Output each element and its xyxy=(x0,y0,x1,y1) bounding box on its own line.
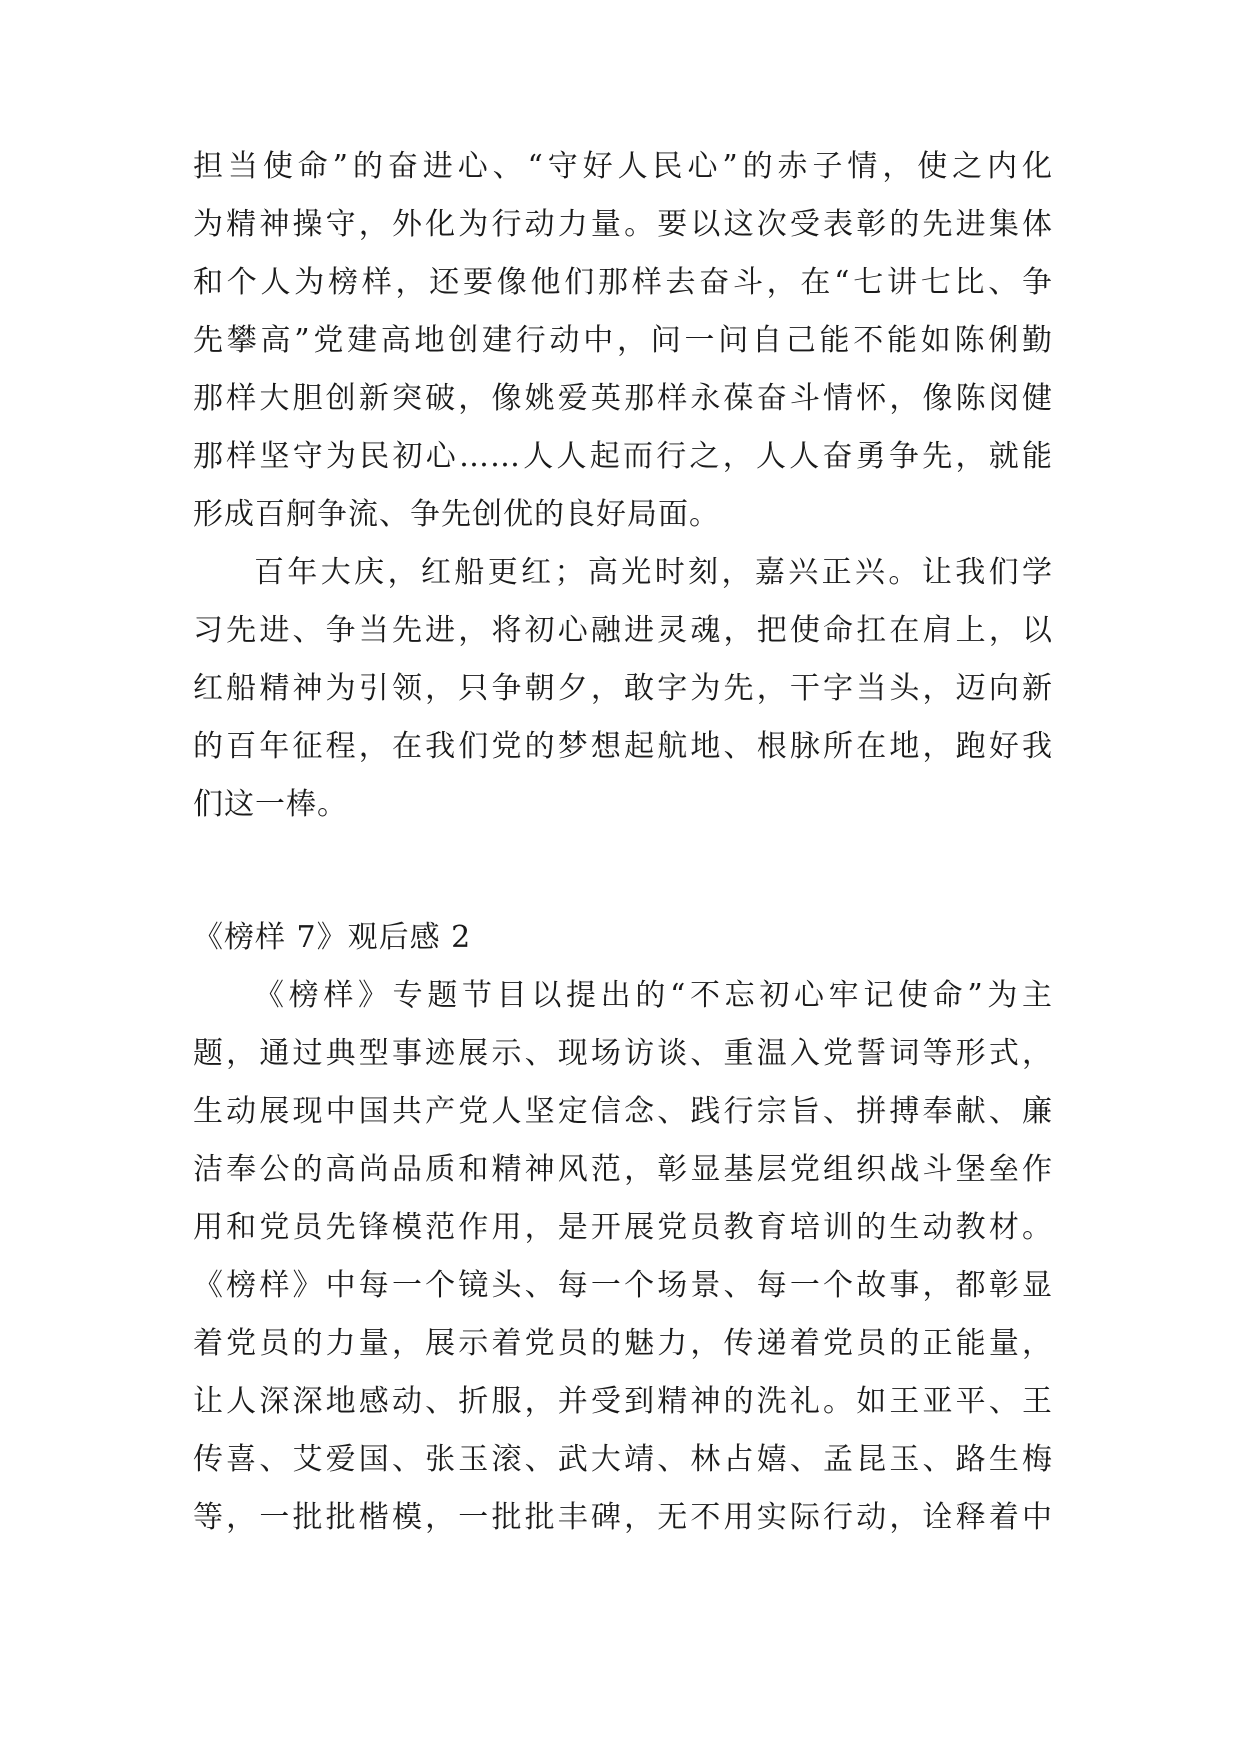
paragraph-1-line-6: 那样坚守为民初心……人人起而行之，人人奋勇争先，就能 xyxy=(193,439,1053,474)
paragraph-2-line-1: 百年大庆，红船更红；高光时刻，嘉兴正兴。让我们学 xyxy=(254,555,1053,590)
paragraph-3-line-1: 《榜样》专题节目以提出的“不忘初心牢记使命”为主 xyxy=(254,978,1053,1013)
paragraph-1-line-3: 和个人为榜样，还要像他们那样去奋斗，在“七讲七比、争 xyxy=(193,265,1053,300)
paragraph-3-line-6: 《榜样》中每一个镜头、每一个场景、每一个故事，都彰显 xyxy=(193,1268,1053,1303)
paragraph-3-line-8: 让人深深地感动、折服，并受到精神的洗礼。如王亚平、王 xyxy=(193,1384,1053,1419)
paragraph-3-line-10: 等，一批批楷模，一批批丰碑，无不用实际行动，诠释着中 xyxy=(193,1500,1053,1535)
paragraph-3-line-3: 生动展现中国共产党人坚定信念、践行宗旨、拼搏奉献、廉 xyxy=(193,1094,1053,1129)
paragraph-3-line-7: 着党员的力量，展示着党员的魅力，传递着党员的正能量， xyxy=(193,1326,1053,1361)
paragraph-3-line-4: 洁奉公的高尚品质和精神风范，彰显基层党组织战斗堡垒作 xyxy=(193,1152,1053,1187)
paragraph-1-line-2: 为精神操守，外化为行动力量。要以这次受表彰的先进集体 xyxy=(193,207,1053,242)
paragraph-2-line-5: 们这一棒。 xyxy=(193,787,348,822)
paragraph-1-line-4: 先攀高”党建高地创建行动中，问一问自己能不能如陈俐勤 xyxy=(193,323,1053,358)
paragraph-1-line-7: 形成百舸争流、争先创优的良好局面。 xyxy=(193,497,720,532)
paragraph-2-line-2: 习先进、争当先进，将初心融进灵魂，把使命扛在肩上，以 xyxy=(193,613,1053,648)
paragraph-3-line-5: 用和党员先锋模范作用，是开展党员教育培训的生动教材。 xyxy=(193,1210,1053,1245)
paragraph-1-line-5: 那样大胆创新突破，像姚爱英那样永葆奋斗情怀，像陈闵健 xyxy=(193,381,1053,416)
paragraph-2-line-3: 红船精神为引领，只争朝夕，敢字为先，干字当头，迈向新 xyxy=(193,671,1053,706)
paragraph-3-line-2: 题，通过典型事迹展示、现场访谈、重温入党誓词等形式， xyxy=(193,1036,1053,1071)
paragraph-2-line-4: 的百年征程，在我们党的梦想起航地、根脉所在地，跑好我 xyxy=(193,729,1053,764)
paragraph-3-line-9: 传喜、艾爱国、张玉滚、武大靖、林占嬉、孟昆玉、路生梅 xyxy=(193,1442,1053,1477)
section-heading: 《榜样 7》观后感 2 xyxy=(193,920,472,955)
paragraph-1-line-1: 担当使命”的奋进心、“守好人民心”的赤子情，使之内化 xyxy=(193,149,1053,184)
